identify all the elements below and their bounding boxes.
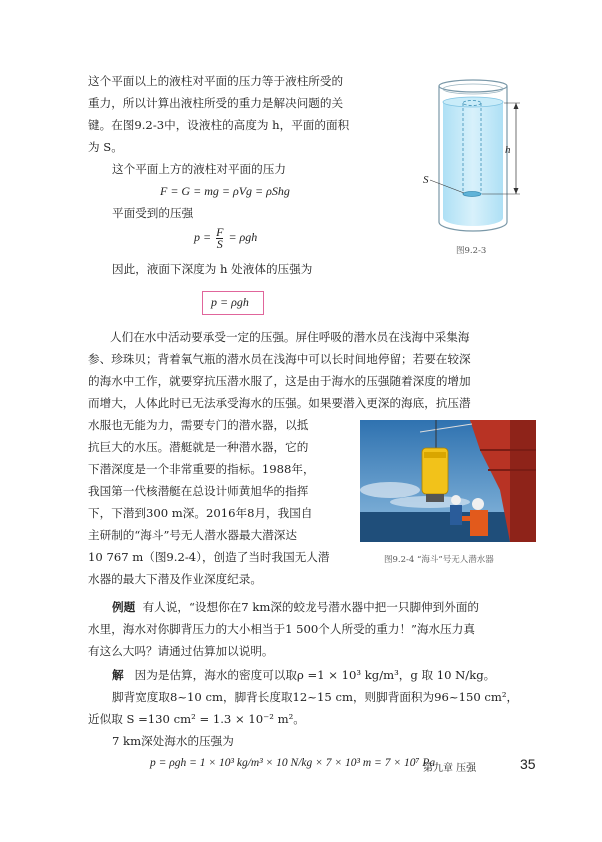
figure-cylinder xyxy=(418,72,528,242)
body-line: 脚背宽度取8~10 cm，脚背长度取12~15 cm，则脚背面积为96~150 cm²， xyxy=(112,690,519,704)
body-line: 7 km深处海水的压强为 xyxy=(112,734,234,748)
body-line: 水里，海水对你脚背压力的大小相当于1 500个人所受的重力！”海水压力真 xyxy=(88,622,475,636)
solution-line xyxy=(112,664,495,686)
example-text: 有人说，“设想你在7 km深的蛟龙号潜水器中把一只脚伸到外面的 xyxy=(142,600,480,614)
example-label: 例题 xyxy=(112,600,136,614)
eq2-denominator: S xyxy=(216,236,223,251)
body-line: 因此，液面下深度为 h 处液体的压强为 xyxy=(112,262,313,276)
body-line: 水器的最大下潜及作业深度纪录。 xyxy=(88,572,262,586)
eq2-lhs: p = xyxy=(194,230,212,244)
body-line: 水服也无能为力，需要专门的潜水器，以抵 xyxy=(88,418,309,432)
figure-caption-9-2-4: 图9.2-4 “海斗”号无人潜水器 xyxy=(384,555,494,565)
body-line: 近似取 S =130 cm² = 1.3 × 10⁻² m²。 xyxy=(88,712,305,726)
solution-label: 解 xyxy=(112,668,124,682)
body-line: 10 767 m（图9.2-4），创造了当时我国无人潜 xyxy=(88,550,330,564)
equation-pressure-def xyxy=(194,226,257,250)
page-number: 35 xyxy=(520,756,536,772)
body-line: 我国第一代核潜艇在总设计师黄旭华的指挥 xyxy=(88,484,309,498)
body-line: 而增大，人体此时已无法承受海水的压强。如果要潜入更深的海底，抗压潜 xyxy=(88,396,471,410)
eq2-fraction xyxy=(216,224,224,251)
equation-pressure-force: F = G = mg = ρVg = ρShg xyxy=(160,184,290,198)
body-line: 这个平面以上的液柱对平面的压力等于液柱所受的 xyxy=(88,74,344,88)
chapter-footer: 第九章 压强 xyxy=(423,763,477,774)
body-line: 下潜深度是一个非常重要的指标。1988年， xyxy=(88,462,315,476)
example-line xyxy=(112,596,479,618)
label-h: h xyxy=(505,144,511,156)
solution-text: 因为是估算，海水的密度可以取ρ =1 × 10³ kg/m³，g 取 10 N/kg。 xyxy=(134,668,496,682)
key-formula: p = ρgh xyxy=(211,295,249,309)
eq2-numerator: F xyxy=(216,224,224,239)
body-line: 重力，所以计算出液柱所受的重力是解决问题的关 xyxy=(88,96,344,110)
body-line: 为 S。 xyxy=(88,140,123,154)
body-line: 抗巨大的水压。潜艇就是一种潜水器，它的 xyxy=(88,440,309,454)
body-line: 有这么大吗？请通过估算加以说明。 xyxy=(88,644,274,658)
body-line: 键。在图9.2-3中，设液柱的高度为 h，平面的面积 xyxy=(88,118,350,132)
body-line: 这个平面上方的液柱对平面的压力 xyxy=(112,162,286,176)
equation-deep-pressure xyxy=(150,752,435,774)
body-line: 人们在水中活动要承受一定的压强。屏住呼吸的潜水员在浅海中采集海 xyxy=(110,330,470,344)
body-line: 平面受到的压强 xyxy=(112,206,194,220)
figure-submersible-photo xyxy=(360,420,536,542)
body-line: 参、珍珠贝；背着氧气瓶的潜水员在浅海中可以长时间地停留；若要在较深 xyxy=(88,352,471,366)
eq4-text: p = ρgh = 1 × 10³ kg/m³ × 10 N/kg × 7 × 10³ m = 7 × 10⁷ Pa xyxy=(150,757,436,769)
label-s: S xyxy=(423,174,429,186)
body-line: 的海水中工作，就要穿抗压潜水服了，这是由于海水的压强随着深度的增加 xyxy=(88,374,471,388)
eq2-rhs: = ρgh xyxy=(228,230,258,244)
figure-caption-9-2-3: 图9.2-3 xyxy=(456,246,487,256)
body-line: 主研制的“海斗”号无人潜水器最大潜深达 xyxy=(88,528,297,542)
body-line: 下，下潜到300 m深。2016年8月，我国自 xyxy=(88,506,313,520)
